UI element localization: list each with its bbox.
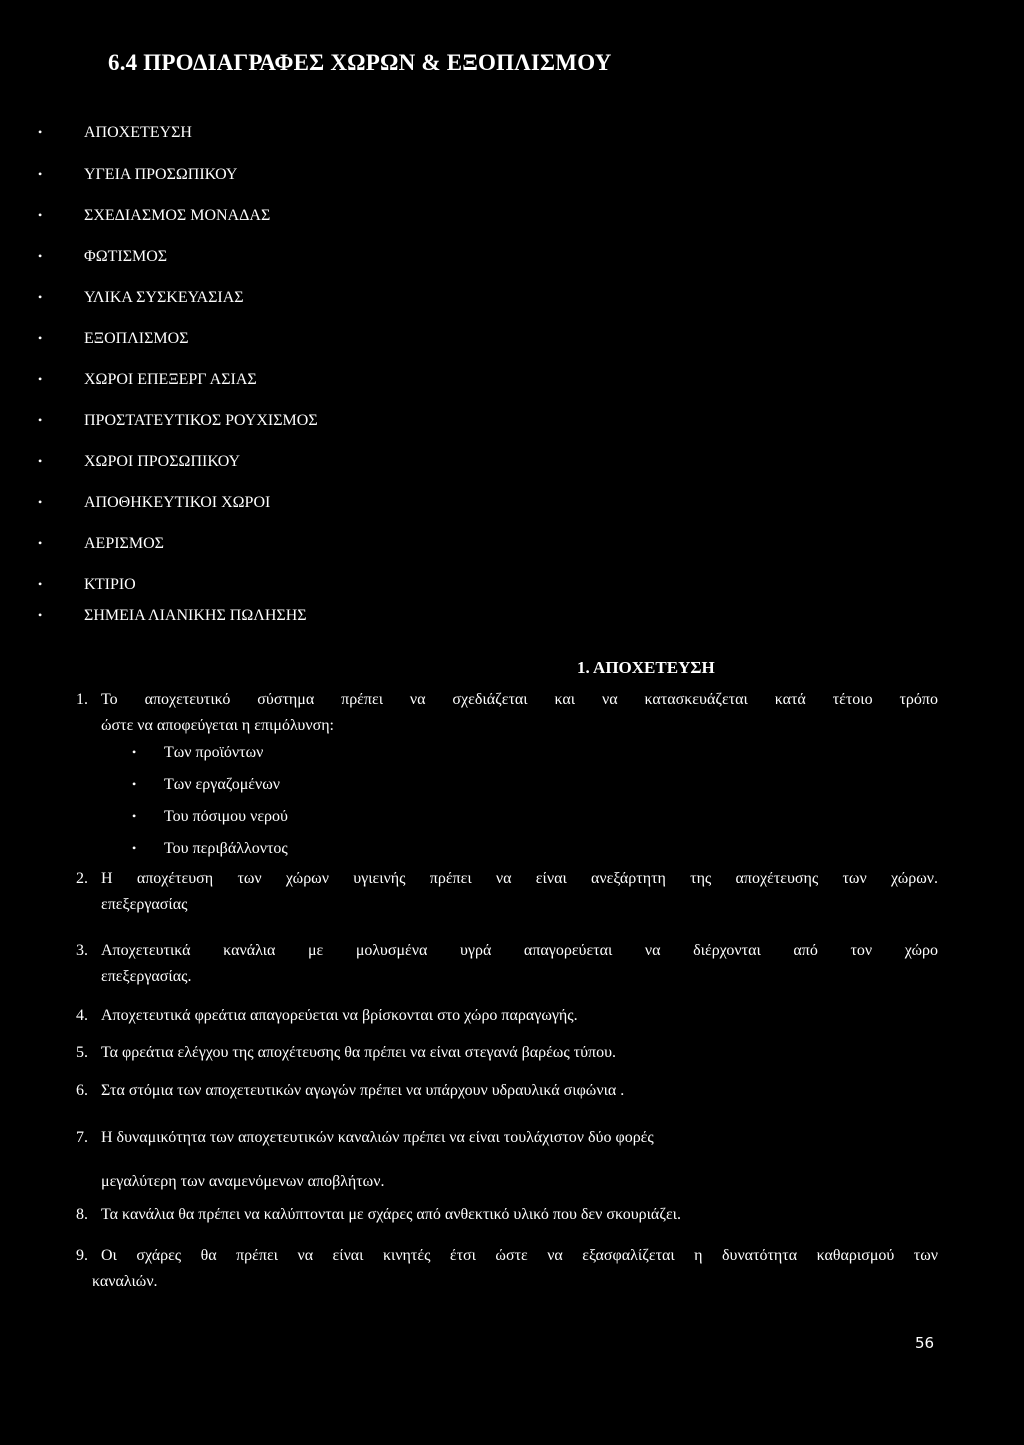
requirement-item-6 bbox=[76, 1078, 938, 1104]
sub-item-label: Του περιβάλλοντος bbox=[164, 840, 288, 857]
item-text-line: Η δυναμικότητα των αποχετευτικών καναλιών πρέπει να είναι τουλάχιστον δύο φορές bbox=[101, 1129, 654, 1146]
item-text-line: μεγαλύτερη των αναμενόμενων αποβλήτων. bbox=[101, 1173, 385, 1190]
topic-label: ΣΧΕΔΙΑΣΜΟΣ ΜΟΝΑΔΑΣ bbox=[84, 207, 271, 224]
bullet-icon: • bbox=[132, 777, 137, 791]
sub-item-label: Των εργαζομένων bbox=[164, 776, 281, 793]
item-text-line: επεξεργασίας bbox=[101, 896, 188, 913]
item-number: 8. bbox=[76, 1206, 88, 1223]
topic-label: ΥΓΕΙΑ ΠΡΟΣΩΠΙΚΟΥ bbox=[84, 166, 238, 183]
sub-list-item bbox=[132, 744, 263, 762]
bullet-icon: • bbox=[38, 125, 43, 139]
sub-item-label: Του πόσιμου νερού bbox=[164, 808, 288, 825]
topic-item bbox=[38, 371, 257, 389]
sub-list-item bbox=[132, 808, 288, 826]
topic-item bbox=[38, 248, 167, 266]
item-text-line: Τα κανάλια θα πρέπει να καλύπτονται με σχάρες από ανθεκτικό υλικό που δεν σκουριάζει. bbox=[101, 1206, 681, 1223]
item-number: 6. bbox=[76, 1082, 88, 1099]
item-text-line: Τα φρεάτια ελέγχου της αποχέτευσης θα πρέπει να είναι στεγανά βαρέως τύπου. bbox=[101, 1044, 617, 1061]
topic-item bbox=[38, 166, 237, 184]
topic-item bbox=[38, 207, 270, 225]
requirement-item-9 bbox=[76, 1243, 938, 1295]
item-number: 5. bbox=[76, 1044, 88, 1061]
bullet-icon: • bbox=[38, 331, 43, 345]
bullet-icon: • bbox=[132, 841, 137, 855]
topic-item bbox=[38, 535, 164, 553]
topic-item bbox=[38, 124, 192, 142]
requirement-item-3 bbox=[76, 938, 938, 990]
section-heading: 1. ΑΠΟΧΕΤΕΥΣΗ bbox=[577, 658, 715, 677]
bullet-icon: • bbox=[38, 372, 43, 386]
topic-item bbox=[38, 330, 189, 348]
item-text-line: Αποχετευτικά φρεάτια απαγορεύεται να βρίσκονται στο χώρο παραγωγής. bbox=[101, 1007, 578, 1024]
topic-label: ΚΤΙΡΙΟ bbox=[84, 576, 136, 593]
topic-label: ΦΩΤΙΣΜΟΣ bbox=[84, 248, 168, 265]
item-text-line: Αποχετευτικά κανάλια με μολυσμένα υγρά απαγορεύεται να διέρχονται από τον χώρο bbox=[101, 942, 938, 959]
item-text-line: ώστε να αποφεύγεται η επιμόλυνση: bbox=[101, 717, 334, 734]
topic-item bbox=[38, 576, 136, 594]
item-text-line: Το αποχετευτικό σύστημα πρέπει να σχεδιάζεται και να κατασκευάζεται κατά τέτοιο τρόπο bbox=[101, 691, 938, 708]
topic-item bbox=[38, 453, 240, 471]
bullet-icon: • bbox=[38, 608, 43, 622]
topic-item bbox=[38, 412, 318, 430]
topic-label: ΧΩΡΟΙ ΕΠΕΞΕΡΓ ΑΣΙΑΣ bbox=[84, 371, 257, 388]
item-text-line: επεξεργασίας. bbox=[101, 968, 192, 985]
item-text-line: Οι σχάρες θα πρέπει να είναι κινητές έτσι ώστε να εξασφαλίζεται η δυνατότητα καθαρισμού των bbox=[101, 1247, 938, 1264]
requirement-item-8 bbox=[76, 1202, 938, 1228]
topic-label: ΠΡΟΣΤΑΤΕΥΤΙΚΟΣ ΡΟΥΧΙΣΜΟΣ bbox=[84, 412, 318, 429]
bullet-icon: • bbox=[38, 413, 43, 427]
topic-item bbox=[38, 289, 244, 307]
item-text-line: Η αποχέτευση των χώρων υγιεινής πρέπει να είναι ανεξάρτητη της αποχέτευσης των χώρων. bbox=[101, 870, 938, 887]
bullet-icon: • bbox=[38, 536, 43, 550]
topic-label: ΑΠΟΧΕΤΕΥΣΗ bbox=[84, 124, 192, 141]
requirement-item-4 bbox=[76, 1003, 938, 1029]
topic-label: ΕΞΟΠΛΙΣΜΟΣ bbox=[84, 330, 189, 347]
item-number: 4. bbox=[76, 1007, 88, 1024]
bullet-icon: • bbox=[132, 745, 137, 759]
sub-list-item bbox=[132, 776, 280, 794]
bullet-icon: • bbox=[38, 454, 43, 468]
sub-list-item bbox=[132, 840, 288, 858]
item-number: 2. bbox=[76, 870, 88, 887]
item-text-line: Στα στόμια των αποχετευτικών αγωγών πρέπει να υπάρχουν υδραυλικά σιφώνια . bbox=[101, 1082, 625, 1099]
topic-label: ΑΕΡΙΣΜΟΣ bbox=[84, 535, 164, 552]
requirement-item-7 bbox=[76, 1116, 938, 1204]
requirement-item-5 bbox=[76, 1040, 938, 1066]
document-title: 6.4 ΠΡΟΔΙΑΓΡΑΦΕΣ ΧΩΡΩΝ & ΕΞΟΠΛΙΣΜΟΥ bbox=[108, 50, 612, 75]
topic-label: ΥΛΙΚΑ ΣΥΣΚΕΥΑΣΙΑΣ bbox=[84, 289, 244, 306]
topic-item bbox=[38, 494, 270, 512]
bullet-icon: • bbox=[38, 249, 43, 263]
bullet-icon: • bbox=[38, 208, 43, 222]
sub-item-label: Των προϊόντων bbox=[164, 744, 264, 761]
item-number: 3. bbox=[76, 942, 88, 959]
bullet-icon: • bbox=[38, 495, 43, 509]
bullet-icon: • bbox=[38, 577, 43, 591]
requirement-item-2 bbox=[76, 866, 938, 918]
page-number: 56 bbox=[915, 1334, 935, 1352]
topic-label: ΣΗΜΕΙΑ ΛΙΑΝΙΚΗΣ ΠΩΛΗΣΗΣ bbox=[84, 607, 307, 624]
bullet-icon: • bbox=[38, 167, 43, 181]
topic-item bbox=[38, 607, 307, 625]
topic-label: ΑΠΟΘΗΚΕΥΤΙΚΟΙ ΧΩΡΟΙ bbox=[84, 494, 271, 511]
item-text-line: καναλιών. bbox=[92, 1273, 158, 1290]
requirement-item-1 bbox=[76, 687, 938, 739]
item-number: 1. bbox=[76, 691, 88, 708]
bullet-icon: • bbox=[38, 290, 43, 304]
bullet-icon: • bbox=[132, 809, 137, 823]
item-number: 7. bbox=[76, 1129, 88, 1146]
topic-label: ΧΩΡΟΙ ΠΡΟΣΩΠΙΚΟΥ bbox=[84, 453, 241, 470]
item-number: 9. bbox=[76, 1247, 88, 1264]
